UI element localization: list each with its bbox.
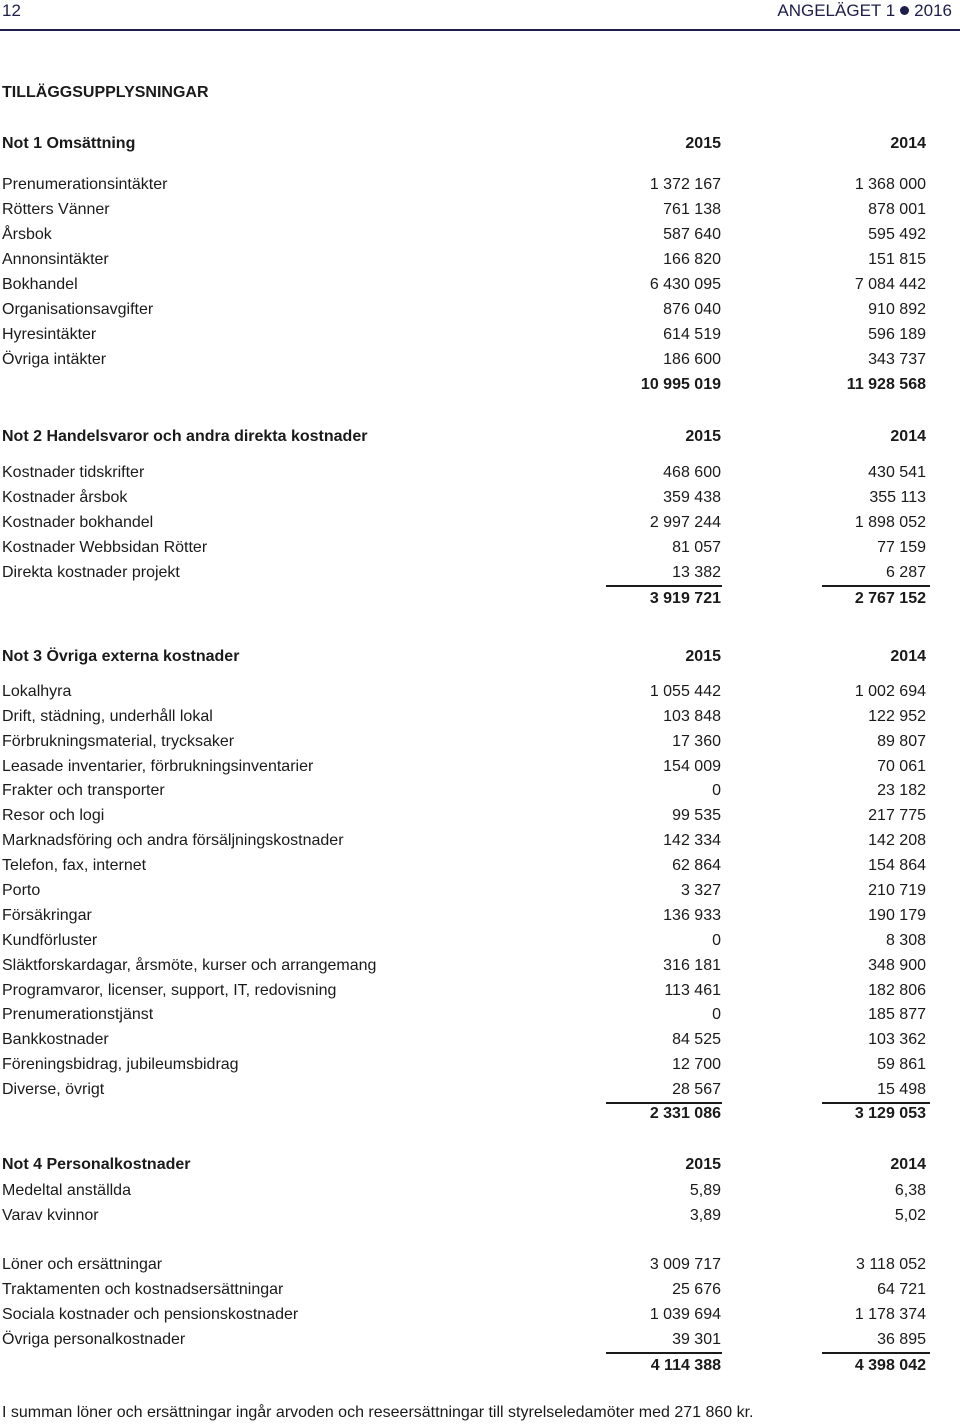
publication-title: [777, 1, 952, 21]
row-label: Förbrukningsmaterial, trycksaker: [2, 733, 235, 750]
row-label: Lokalhyra: [2, 683, 72, 700]
row-label: Löner och ersättningar: [2, 1256, 163, 1273]
value-2014: 7 084 442: [854, 276, 926, 293]
table-row: [0, 755, 960, 779]
value-2015: 2015: [685, 1156, 721, 1173]
row-label: Försäkringar: [2, 907, 92, 924]
value-2014: 6 287: [885, 564, 926, 581]
value-2014: 596 189: [868, 326, 926, 343]
row-label: Sociala kostnader och pensionskostnader: [2, 1306, 299, 1323]
value-2015: 468 600: [663, 464, 721, 481]
table-row: [0, 198, 960, 222]
value-2014: 23 182: [877, 782, 926, 799]
value-2014: 3 129 053: [854, 1105, 926, 1122]
row-label: Bankkostnader: [2, 1031, 109, 1048]
table-row: [0, 461, 960, 485]
value-2015: 6 430 095: [649, 276, 721, 293]
value-2015: 316 181: [663, 957, 721, 974]
table-row: [0, 536, 960, 560]
value-2014: 2014: [890, 135, 926, 152]
table-row: [0, 779, 960, 803]
table-row: [0, 486, 960, 510]
value-2014: 185 877: [868, 1006, 926, 1023]
value-2015: 10 995 019: [640, 376, 721, 393]
value-2015: 1 372 167: [649, 176, 721, 193]
value-2015: 5,89: [689, 1182, 721, 1199]
table-row: [0, 425, 960, 449]
table-row: [0, 1028, 960, 1052]
value-2015: 28 567: [672, 1081, 721, 1098]
value-2015: 1 055 442: [649, 683, 721, 700]
value-2014: 8 308: [885, 932, 926, 949]
row-label: Porto: [2, 882, 41, 899]
row-label: Kostnader Webbsidan Rötter: [2, 539, 208, 556]
row-label: Traktamenten och kostnadsersättningar: [2, 1281, 284, 1298]
value-2014: 103 362: [868, 1031, 926, 1048]
value-2015: 99 535: [672, 807, 721, 824]
document-title: TILLÄGGSUPPLYSNINGAR: [2, 84, 209, 101]
row-label: Resor och logi: [2, 807, 105, 824]
value-2015: 3,89: [689, 1207, 721, 1224]
value-2015: 39 301: [672, 1331, 721, 1348]
value-2014: 1 368 000: [854, 176, 926, 193]
value-2014: 2014: [890, 428, 926, 445]
table-row: [0, 511, 960, 535]
value-2014: 4 398 042: [854, 1357, 926, 1374]
value-2014: 210 719: [868, 882, 926, 899]
value-2015: 614 519: [663, 326, 721, 343]
row-label: Diverse, övrigt: [2, 1081, 105, 1098]
row-label: Frakter och transporter: [2, 782, 165, 799]
row-label: Not 2 Handelsvaror och andra direkta kostnader: [2, 428, 368, 445]
value-2014: 122 952: [868, 708, 926, 725]
row-label: Drift, städning, underhåll lokal: [2, 708, 213, 725]
total-row: [0, 1354, 960, 1378]
row-label: Telefon, fax, internet: [2, 857, 147, 874]
table-row: [0, 1253, 960, 1277]
footer-note: I summan löner och ersättningar ingår arvoden och reseersättningar till styrelseledamöter med 271 860 kr.: [2, 1404, 754, 1421]
bullet-icon: [900, 6, 909, 15]
value-2015: 2 997 244: [649, 514, 721, 531]
publication-year: 2016: [914, 1, 952, 20]
table-row: [0, 680, 960, 704]
value-2015: 62 864: [672, 857, 721, 874]
table-row: [0, 829, 960, 853]
table-row: [0, 348, 960, 372]
value-2014: 1 898 052: [854, 514, 926, 531]
row-label: Marknadsföring och andra försäljningskostnader: [2, 832, 344, 849]
row-label: Prenumerationsintäkter: [2, 176, 168, 193]
value-2015: 81 057: [672, 539, 721, 556]
value-2014: 430 541: [868, 464, 926, 481]
value-2014: 190 179: [868, 907, 926, 924]
value-2014: 64 721: [877, 1281, 926, 1298]
value-2014: 2014: [890, 648, 926, 665]
table-row: [0, 1179, 960, 1203]
row-label: Bokhandel: [2, 276, 78, 293]
value-2014: 348 900: [868, 957, 926, 974]
row-label: Not 1 Omsättning: [2, 135, 136, 152]
header-rule: [0, 29, 960, 31]
table-row: [0, 1204, 960, 1228]
value-2014: 2 767 152: [854, 590, 926, 607]
value-2015: 12 700: [672, 1056, 721, 1073]
value-2015: 84 525: [672, 1031, 721, 1048]
value-2014: 2014: [890, 1156, 926, 1173]
value-2014: 151 815: [868, 251, 926, 268]
value-2015: 0: [712, 932, 721, 949]
total-row: [0, 587, 960, 611]
table-row: [0, 173, 960, 197]
table-row: [0, 879, 960, 903]
value-2014: 1 178 374: [854, 1306, 926, 1323]
table-row: [0, 929, 960, 953]
row-label: Kostnader bokhandel: [2, 514, 154, 531]
value-2015: 587 640: [663, 226, 721, 243]
row-label: Rötters Vänner: [2, 201, 110, 218]
table-row: [0, 1053, 960, 1077]
value-2015: 359 438: [663, 489, 721, 506]
table-row: [0, 1278, 960, 1302]
value-2014: 15 498: [877, 1081, 926, 1098]
value-2014: 89 807: [877, 733, 926, 750]
row-label: Annonsintäkter: [2, 251, 109, 268]
row-label: Direkta kostnader projekt: [2, 564, 180, 581]
value-2015: 876 040: [663, 301, 721, 318]
table-row: [0, 1153, 960, 1177]
table-row: [0, 1003, 960, 1027]
value-2015: 13 382: [672, 564, 721, 581]
value-2015: 3 009 717: [649, 1256, 721, 1273]
row-label: Not 4 Personalkostnader: [2, 1156, 191, 1173]
value-2014: 182 806: [868, 982, 926, 999]
row-label: Övriga intäkter: [2, 351, 107, 368]
value-2014: 142 208: [868, 832, 926, 849]
value-2015: 186 600: [663, 351, 721, 368]
row-label: Övriga personalkostnader: [2, 1331, 186, 1348]
table-row: [0, 954, 960, 978]
value-2015: 136 933: [663, 907, 721, 924]
value-2014: 77 159: [877, 539, 926, 556]
value-2014: 217 775: [868, 807, 926, 824]
value-2014: 595 492: [868, 226, 926, 243]
row-label: Hyresintäkter: [2, 326, 97, 343]
row-label: Kundförluster: [2, 932, 98, 949]
value-2015: 142 334: [663, 832, 721, 849]
table-row: [0, 854, 960, 878]
value-2015: 154 009: [663, 758, 721, 775]
value-2015: 3 327: [680, 882, 721, 899]
value-2015: 17 360: [672, 733, 721, 750]
table-row: [0, 298, 960, 322]
value-2014: 11 928 568: [846, 376, 926, 393]
value-2014: 59 861: [877, 1056, 926, 1073]
row-label: Varav kvinnor: [2, 1207, 99, 1224]
value-2015: 3 919 721: [649, 590, 721, 607]
row-label: Organisationsavgifter: [2, 301, 154, 318]
value-2014: 70 061: [877, 758, 926, 775]
table-row: [0, 730, 960, 754]
total-row: [0, 373, 960, 397]
value-2014: 5,02: [894, 1207, 926, 1224]
page-header: [0, 0, 960, 30]
value-2014: 343 737: [868, 351, 926, 368]
value-2015: 2015: [685, 135, 721, 152]
value-2015: 103 848: [663, 708, 721, 725]
table-row: [0, 979, 960, 1003]
table-row: [0, 248, 960, 272]
value-2015: 25 676: [672, 1281, 721, 1298]
table-row: [0, 904, 960, 928]
row-label: Programvaror, licenser, support, IT, redovisning: [2, 982, 337, 999]
row-label: Leasade inventarier, förbrukningsinventarier: [2, 758, 314, 775]
row-label: Medeltal anställda: [2, 1182, 131, 1199]
value-2014: 355 113: [869, 489, 926, 506]
table-row: [0, 132, 960, 156]
value-2014: 154 864: [868, 857, 926, 874]
value-2015: 2015: [685, 648, 721, 665]
value-2015: 2 331 086: [649, 1105, 721, 1122]
table-row: [0, 561, 960, 585]
publication-name: ANGELÄGET 1: [777, 1, 896, 20]
value-2015: 0: [712, 782, 721, 799]
table-row: [0, 1328, 960, 1352]
table-row: [0, 1078, 960, 1102]
total-row: [0, 1102, 960, 1126]
value-2015: 4 114 388: [650, 1357, 721, 1374]
value-2014: 910 892: [868, 301, 926, 318]
value-2014: 878 001: [868, 201, 926, 218]
value-2014: 36 895: [877, 1331, 926, 1348]
row-label: Kostnader årsbok: [2, 489, 128, 506]
value-2015: 2015: [685, 428, 721, 445]
row-label: Föreningsbidrag, jubileumsbidrag: [2, 1056, 239, 1073]
table-row: [0, 1303, 960, 1327]
row-label: Not 3 Övriga externa kostnader: [2, 648, 240, 665]
value-2014: 6,38: [894, 1182, 926, 1199]
row-label: Släktforskardagar, årsmöte, kurser och arrangemang: [2, 957, 377, 974]
value-2015: 166 820: [663, 251, 721, 268]
table-row: [0, 223, 960, 247]
table-row: [0, 705, 960, 729]
row-label: Kostnader tidskrifter: [2, 464, 145, 481]
value-2014: 3 118 052: [856, 1256, 926, 1273]
value-2015: 1 039 694: [649, 1306, 721, 1323]
table-row: [0, 273, 960, 297]
row-label: Årsbok: [2, 226, 52, 243]
value-2015: 761 138: [663, 201, 721, 218]
page-number: 12: [2, 1, 21, 20]
value-2015: 0: [712, 1006, 721, 1023]
value-2015: 113 461: [664, 982, 721, 999]
table-row: [0, 323, 960, 347]
value-2014: 1 002 694: [854, 683, 926, 700]
row-label: Prenumerationstjänst: [2, 1006, 154, 1023]
table-row: [0, 804, 960, 828]
table-row: [0, 645, 960, 669]
